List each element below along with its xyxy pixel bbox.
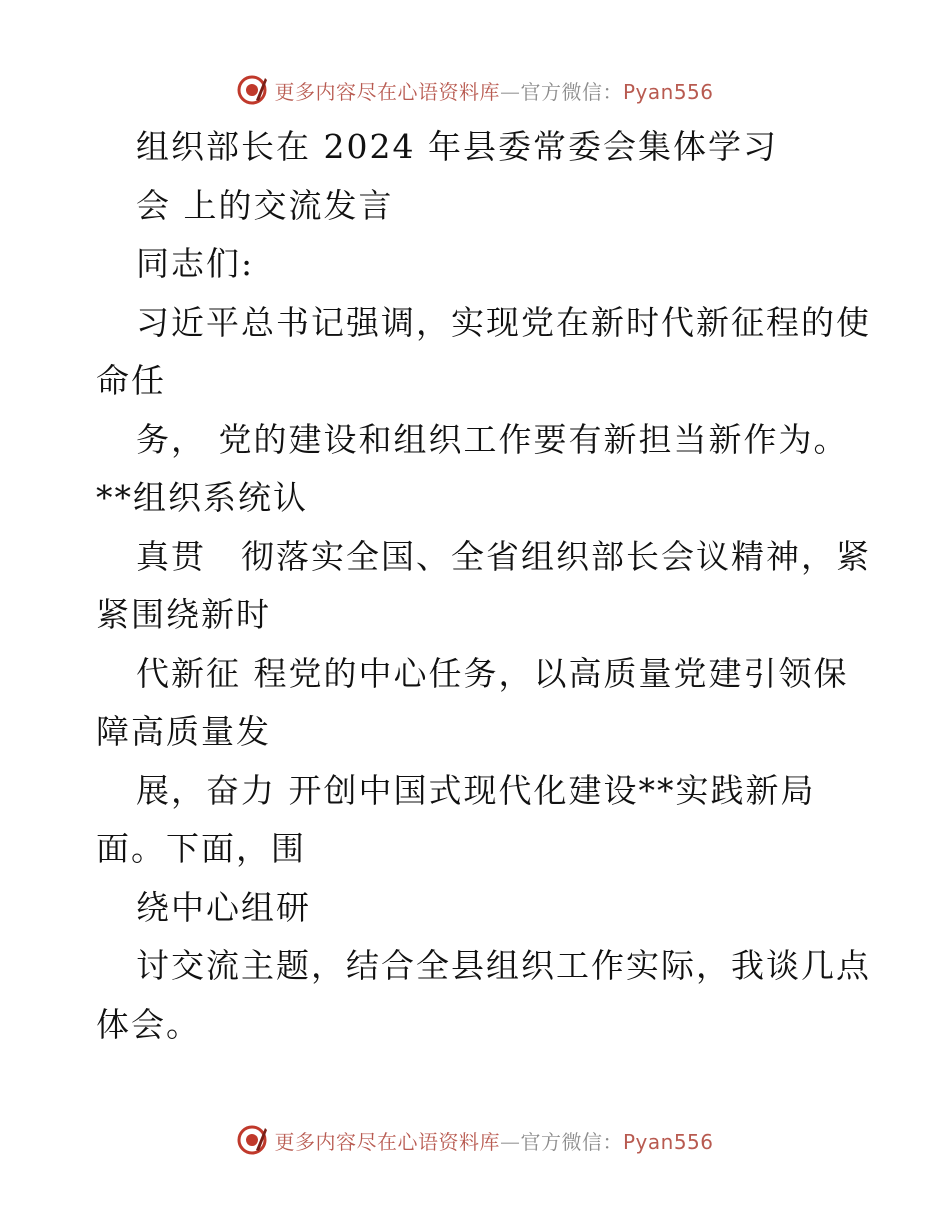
watermark-wechat-id: Pyan556 bbox=[622, 79, 714, 104]
paragraph-line: **组织系统认 bbox=[96, 478, 308, 517]
title-line-2: 会 上的交流发言 bbox=[136, 185, 394, 225]
paragraph-line: 体会。 bbox=[96, 1004, 201, 1044]
watermark-label: 官方微信： bbox=[520, 1129, 623, 1154]
watermark-main: 更多内容尽在心语资料库 bbox=[274, 1129, 500, 1154]
paragraph-line: 展，奋力 开创中国式现代化建设**实践新局 bbox=[136, 770, 816, 810]
paragraph-line: 真贯 彻落实全国、全省组织部长会议精神，紧 bbox=[136, 536, 871, 576]
document-body bbox=[96, 118, 871, 1054]
title-line-1: 组织部长在 2024 年县委常委会集体学习 bbox=[136, 127, 778, 166]
pen-logo-icon bbox=[236, 1124, 268, 1156]
paragraph-line: 面。下面，围 bbox=[96, 829, 306, 868]
paragraph-line: 代新征 程党的中心任务，以高质量党建引领保 bbox=[136, 653, 849, 693]
watermark-text bbox=[274, 76, 713, 105]
watermark-text bbox=[274, 1126, 713, 1155]
paragraph-line: 习近平总书记强调，实现党在新时代新征程的使 bbox=[136, 302, 871, 342]
paragraph-line: 紧围绕新时 bbox=[96, 595, 271, 634]
watermark-dash: — bbox=[499, 1129, 521, 1154]
watermark-label: 官方微信： bbox=[520, 79, 623, 104]
paragraph-line: 讨交流主题，结合全县组织工作实际，我谈几点 bbox=[136, 946, 871, 985]
paragraph-line: 命任 bbox=[96, 361, 166, 400]
watermark-main: 更多内容尽在心语资料库 bbox=[274, 79, 500, 104]
header-watermark bbox=[0, 70, 950, 110]
pen-logo-icon bbox=[236, 74, 268, 106]
watermark-wechat-id: Pyan556 bbox=[622, 1129, 714, 1154]
footer-watermark bbox=[0, 1120, 950, 1160]
watermark-dash: — bbox=[499, 79, 521, 104]
paragraph-line: 务， 党的建设和组织工作要有新担当新作为。 bbox=[136, 419, 849, 459]
paragraph-line: 绕中心组研 bbox=[136, 887, 311, 927]
paragraph-line: 障高质量发 bbox=[96, 712, 271, 751]
salutation: 同志们: bbox=[136, 244, 255, 283]
